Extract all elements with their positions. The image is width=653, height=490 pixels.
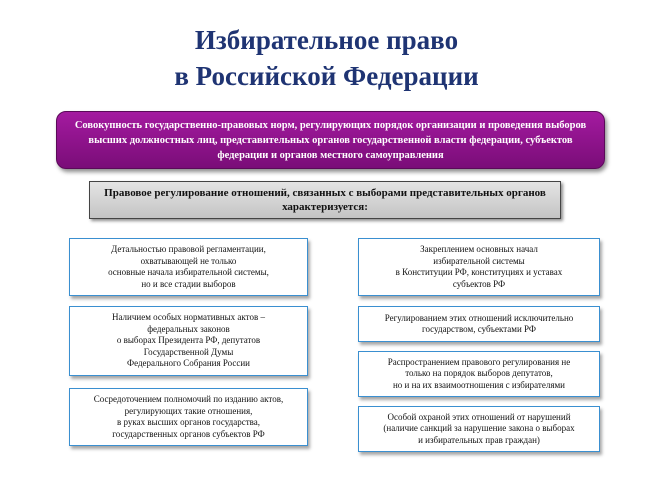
right-item-text: Закреплением основных начал избирательной системы в Конституции РФ, конституциях и уставах субъектов РФ [395,244,563,289]
left-item-special-acts [69,306,308,376]
left-item-text: Сосредоточением полномочий по изданию актов, регулирующих такие отношения, в руках высших органов государства, государственных органов субъектов РФ [93,394,284,439]
right-item-text: Особой охраной этих отношений от нарушений (наличие санкций за нарушение закона о выборах и избирательных прав граждан) [383,411,575,445]
definition-box [56,111,605,169]
left-item-text: Наличием особых нормативных актов – федеральных законов о выборах Президента РФ, депутатов Государственной Думы Федерального Собрания России [111,312,265,369]
title-line-1: Избирательное право [194,25,459,55]
page-title [0,22,653,94]
right-item-state-regulation [358,306,600,342]
left-item-concentration-powers [69,388,308,446]
right-item-special-protection [358,406,600,452]
right-item-text: Регулированием этих отношений исключительно государством, субъектами РФ [384,312,574,334]
characterization-box [89,181,561,219]
right-item-extension [358,351,600,397]
characterization-text: Правовое регулирование отношений, связанных с выборами представительных органов характеризуется: [104,187,546,213]
left-item-detail-regulation [69,238,308,296]
left-item-text: Детальностью правовой регламентации, охватывающей не только основные начала избирательной системы, но и все стадии выборов [108,244,269,289]
right-item-constitution [358,238,600,296]
definition-text: Совокупность государственно-правовых норм, регулирующих порядок организации и проведения выборов высших должностных лиц, представительных органов государственной власти федерации, субъектов федерации и органов местного самоуправления [74,119,587,161]
right-item-text: Распространением правового регулирования не только на порядок выборов депутатов, но и на их взаимоотношения с избирателями [387,356,571,390]
title-line-2: в Российской Федерации [174,61,479,91]
